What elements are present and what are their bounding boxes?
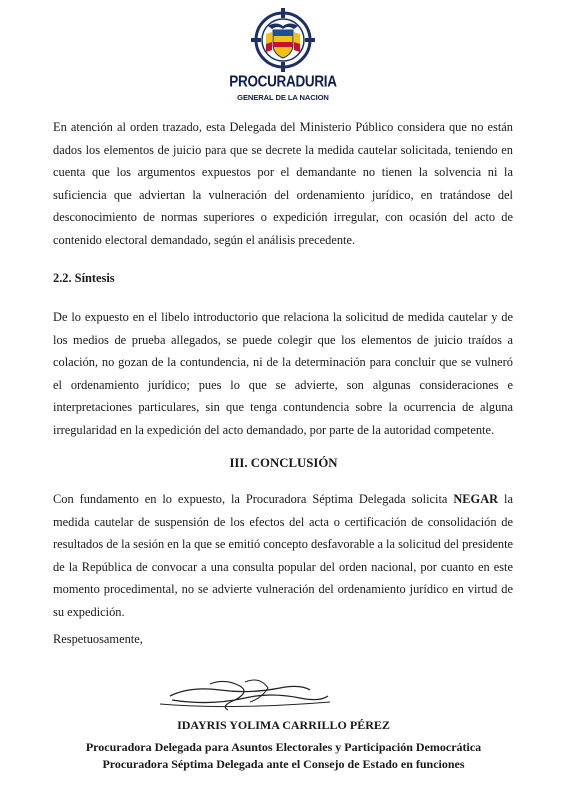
org-name: PROCURADURIA <box>229 72 337 91</box>
text-line: desconocimiento de normas superiores o expedición irregular, con ocasión del acto de <box>53 210 513 225</box>
signer-title-1: Procuradora Delegada para Asuntos Electorales y Participación Democrática <box>85 740 482 754</box>
text-line: colación, no gozan de la contundencia, ni de la determinación para concluir que se vulneró <box>53 355 513 370</box>
org-subtitle: GENERAL DE LA NACION <box>237 93 329 102</box>
text-line: interpretaciones particulares, sin que tenga contundencia sobre la ocurrencia de alguna <box>53 400 513 415</box>
text-line: su expedición. <box>53 604 125 619</box>
paragraph-considerations <box>53 116 513 252</box>
conclusion-text-start: Con fundamento en lo expuesto, la Procuradora Séptima Delegada solicita <box>53 492 448 506</box>
paragraph-synthesis <box>53 306 513 442</box>
text-line: suficiencia que adviertan la vulneración del ordenamiento jurídico, en tratándose del <box>53 187 513 202</box>
text-line: medida cautelar de suspensión de los efectos del acta o certificación de consolidación de <box>53 514 513 529</box>
text-line: los medios de prueba allegados, se puede colegir que los elementos de juicio traídos a <box>53 332 513 347</box>
text-line: En atención al orden trazado, esta Delegada del Ministerio Público considera que no están <box>53 120 513 134</box>
procuraduria-shield-logo-icon <box>238 4 328 76</box>
signer-name: IDAYRIS YOLIMA CARRILLO PÉREZ <box>177 718 390 732</box>
section-heading-conclusion: III. CONCLUSIÓN <box>229 456 338 470</box>
signer-title-2: Procuradora Séptima Delegada ante el Consejo de Estado en funciones <box>102 757 465 771</box>
text-line: resultados de la sesión en la que se emitió concepto desfavorable a la solicitud del presidente <box>53 537 514 552</box>
conclusion-text-end: la <box>504 492 513 506</box>
text-line: cuenta que los argumentos expuestos por el demandante no tienen la solvencia ni la <box>53 165 513 180</box>
section-heading-sintesis: 2.2. Síntesis <box>53 271 115 285</box>
text-line: dados los elementos de juicio para que se decrete la medida cautelar solicitada, teniendo en <box>53 142 513 157</box>
text-line: momento procedimental, no se advierte vulneración del ordenamiento jurídico en virtud de <box>53 582 513 597</box>
negar-emphasis: NEGAR <box>453 492 499 506</box>
paragraph-conclusion <box>53 488 513 624</box>
text-line: De lo expuesto en el libelo introductorio que relaciona la solicitud de medida cautelar y de <box>53 310 513 324</box>
text-line <box>53 488 513 511</box>
text-line: el ordenamiento jurídico; pues lo que se advierte, son algunas consideraciones e <box>53 377 513 392</box>
text-line: de la República de convocar a una consulta popular del orden nacional, por cuanto en este <box>53 559 513 574</box>
closing-salutation: Respetuosamente, <box>53 632 143 646</box>
text-line: irregularidad en la expedición del acto demandado, por parte de la autoridad competente. <box>53 422 495 437</box>
text-line: contenido electoral demandado, según el análisis precedente. <box>53 232 356 247</box>
handwritten-signature <box>150 676 340 714</box>
